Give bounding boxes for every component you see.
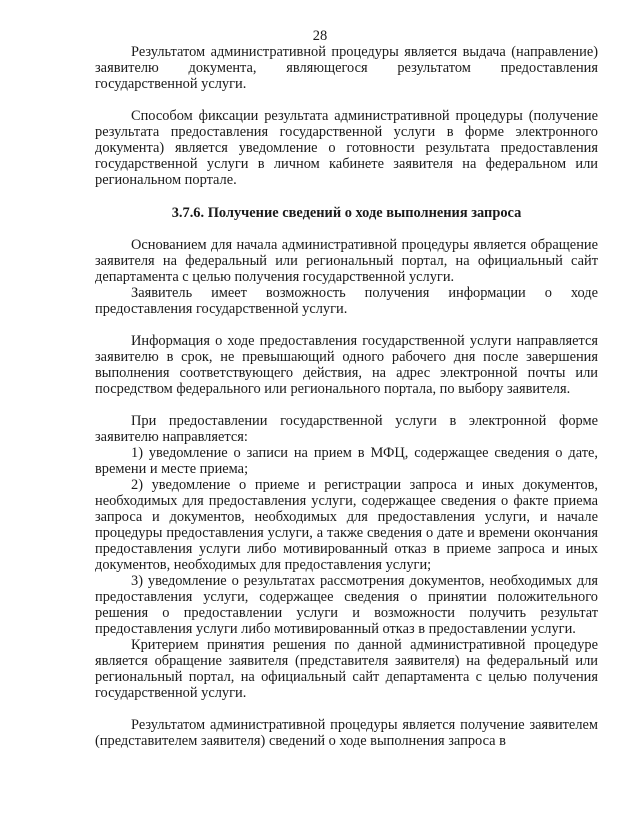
list-item-1: 1) уведомление о записи на прием в МФЦ, содержащее сведения о дате, времени и месте приема; xyxy=(95,445,598,477)
paragraph-basis: Основанием для начала административной процедуры является обращение заявителя на федеральный или региональный портал, на официальный сайт департамента с целью получения государственной услуги. xyxy=(95,237,598,285)
list-item-2: 2) уведомление о приеме и регистрации запроса и иных документов, необходимых для предоставления услуги, содержащее сведения о факте приема запроса и документов, необходимых для предоставления услуги, и начале процедуры предоставления услуги, а также сведения о дате и времени окончания предоставления услуги либо мотивированный отказ в приеме запроса и иных документов, необходимых для предоставления услуги; xyxy=(95,477,598,573)
paragraph-electronic-form-intro: При предоставлении государственной услуги в электронной форме заявителю направляется: xyxy=(95,413,598,445)
paragraph-decision-criterion: Критерием принятия решения по данной административной процедуре является обращение заявителя (представителя заявителя) на федеральный или региональный портал, на официальный сайт департамента с целью получения государственной услуги. xyxy=(95,637,598,701)
section-heading: 3.7.6. Получение сведений о ходе выполнения запроса xyxy=(171,205,522,221)
list-item-3: 3) уведомление о результатах рассмотрения документов, необходимых для предоставления услуги, содержащее сведения о принятии положительного решения о предоставлении услуги и возможности получить результат предоставления услуги либо мотивированный отказ в предоставлении услуги. xyxy=(95,573,598,637)
paragraph-result-issuance: Результатом административной процедуры является выдача (направление) заявителю документа, являющегося результатом предоставления государственной услуги. xyxy=(95,44,598,92)
paragraph-procedure-result: Результатом административной процедуры является получение заявителем (представителем заявителя) сведений о ходе выполнения запроса в xyxy=(95,717,598,749)
page-number: 28 xyxy=(312,28,328,44)
paragraph-applicant-possibility: Заявитель имеет возможность получения информации о ходе предоставления государственной услуги. xyxy=(95,285,598,317)
paragraph-fixation-method: Способом фиксации результата административной процедуры (получение результата предоставления государственной услуги в форме электронного документа) является уведомление о готовности результата предоставления государственной услуги в личном кабинете заявителя на федеральном или региональном портале. xyxy=(95,108,598,188)
document-body xyxy=(95,44,598,749)
paragraph-information-timing: Информация о ходе предоставления государственной услуги направляется заявителю в срок, не превышающий одного рабочего дня после завершения выполнения соответствующего действия, на адрес электронной почты или посредством федерального или регионального портала, по выбору заявителя. xyxy=(95,333,598,397)
